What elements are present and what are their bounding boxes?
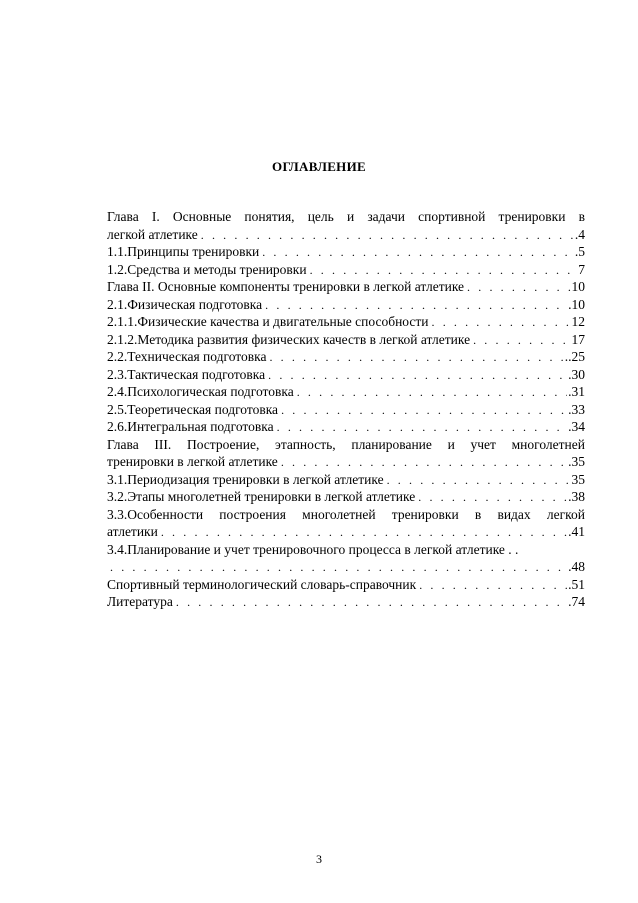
toc-entry-page: .74 [568, 594, 585, 609]
toc-entry-title: 1.2.Средства и методы тренировки [107, 261, 307, 277]
toc-entry-title: 2.6.Интегральная подготовка [107, 419, 274, 434]
toc-dot-leader [265, 297, 567, 315]
toc-entry-2-4 [107, 383, 585, 401]
toc-entry-page: 10 [571, 279, 585, 294]
toc-entry-page: .41 [568, 524, 585, 539]
toc-entry-3-4 [107, 558, 585, 576]
toc-dot-leader [418, 489, 567, 507]
toc-entry-literature [107, 593, 585, 611]
toc-dot-leader [310, 262, 578, 280]
toc-entry-2-1-1 [107, 313, 585, 331]
toc-entry-page: .35 [568, 454, 585, 469]
toc-entry-page: 17 [571, 331, 585, 347]
toc-entry-page: .4 [574, 226, 585, 242]
toc-entry-1-1 [107, 243, 585, 261]
toc-dot-leader [281, 402, 567, 420]
toc-entry-3-2 [107, 488, 585, 506]
toc-entry-chapter-1 [107, 226, 585, 244]
toc-dot-leader [277, 419, 567, 437]
toc-dot-leader [201, 227, 574, 245]
toc-entry-2-3 [107, 366, 585, 384]
toc-entry-title: 2.3.Тактическая подготовка [107, 366, 266, 382]
toc-entry-page: .48 [568, 559, 585, 574]
toc-dot-leader [268, 367, 567, 385]
toc-entry-title: тренировки в легкой атлетике [107, 454, 278, 469]
table-of-contents [107, 208, 585, 611]
toc-entry-2-1 [107, 296, 585, 314]
toc-entry-title: 2.1.1.Физические качества и двигательные способности [107, 314, 429, 329]
toc-entry-title: 1.1.Принципы тренировки [107, 244, 260, 259]
toc-entry-title: 2.4.Психологическая подготовка [107, 384, 294, 399]
toc-entry-title: Литература [107, 594, 173, 609]
toc-entry-page: ..25 [564, 349, 585, 364]
toc-entry-title: 2.1.2.Методика развития физических качеств в легкой атлетике [107, 331, 471, 347]
page-number: 3 [316, 852, 322, 866]
toc-entry-3-4-first-line: 3.4.Планирование и учет тренировочного процесса в легкой атлетике . . [107, 541, 519, 557]
toc-entry-2-6 [107, 418, 585, 436]
toc-dot-leader [161, 524, 567, 542]
toc-entry-title: Глава II. Основные компоненты тренировки в легкой атлетике [107, 279, 465, 294]
toc-entry-page: .51 [568, 576, 585, 592]
toc-dot-leader [297, 384, 567, 402]
toc-entry-page: .34 [568, 419, 585, 434]
toc-entry-chapter-2 [107, 278, 585, 296]
toc-entry-title: 2.1.Физическая подготовка [107, 296, 263, 312]
toc-dot-leader [269, 349, 563, 367]
page-title: ОГЛАВЛЕНИЕ [272, 159, 366, 174]
toc-entry-2-1-2 [107, 331, 585, 349]
toc-entry-title: 3.1.Периодизация тренировки в легкой атлетике [107, 471, 384, 487]
toc-dot-leader [432, 314, 571, 332]
toc-dot-leader [473, 332, 570, 350]
toc-entry-title: 3.2.Этапы многолетней тренировки в легкой атлетике [107, 489, 416, 504]
toc-entry-chapter-3 [107, 453, 585, 471]
toc-entry-2-5 [107, 401, 585, 419]
toc-entry-title: атлетики [107, 524, 158, 539]
toc-entry-page: .5 [574, 244, 585, 259]
toc-entry-title: 2.2.Техническая подготовка [107, 349, 267, 364]
toc-entry-2-2 [107, 348, 585, 366]
toc-entry-page: 35 [571, 471, 585, 487]
toc-dot-leader [176, 594, 567, 612]
toc-dot-leader [467, 279, 570, 297]
toc-entry-1-2 [107, 261, 585, 279]
toc-dot-leader [281, 454, 567, 472]
toc-entry-page: 7 [578, 261, 585, 277]
toc-entry-3-3-first-line: 3.3.Особенности построения многолетней тренировки в видах легкой [107, 506, 585, 522]
toc-entry-page: .31 [568, 384, 585, 399]
toc-entry-title: 2.5.Теоретическая подготовка [107, 401, 279, 417]
toc-dot-leader [387, 472, 571, 490]
toc-entry-page: .38 [568, 489, 585, 504]
toc-dot-leader [262, 244, 574, 262]
toc-entry-page: .30 [568, 366, 585, 382]
toc-entry-page: .10 [568, 296, 585, 312]
toc-entry-page: .33 [568, 401, 585, 417]
toc-entry-chapter-3-first-line: Глава III. Построение, этапность, планирование и учет многолетней [107, 436, 585, 452]
toc-entry-title: Спортивный терминологический словарь-справочник [107, 576, 417, 592]
toc-dot-leader [419, 577, 567, 595]
toc-entry-page: 12 [571, 314, 585, 329]
toc-entry-3-3 [107, 523, 585, 541]
toc-dot-leader [110, 559, 567, 577]
toc-entry-glossary [107, 576, 585, 594]
toc-entry-3-1 [107, 471, 585, 489]
toc-entry-title: легкой атлетике [107, 226, 198, 242]
toc-entry-chapter-1-first-line: Глава I. Основные понятия, цель и задачи спортивной тренировки в [107, 209, 585, 224]
